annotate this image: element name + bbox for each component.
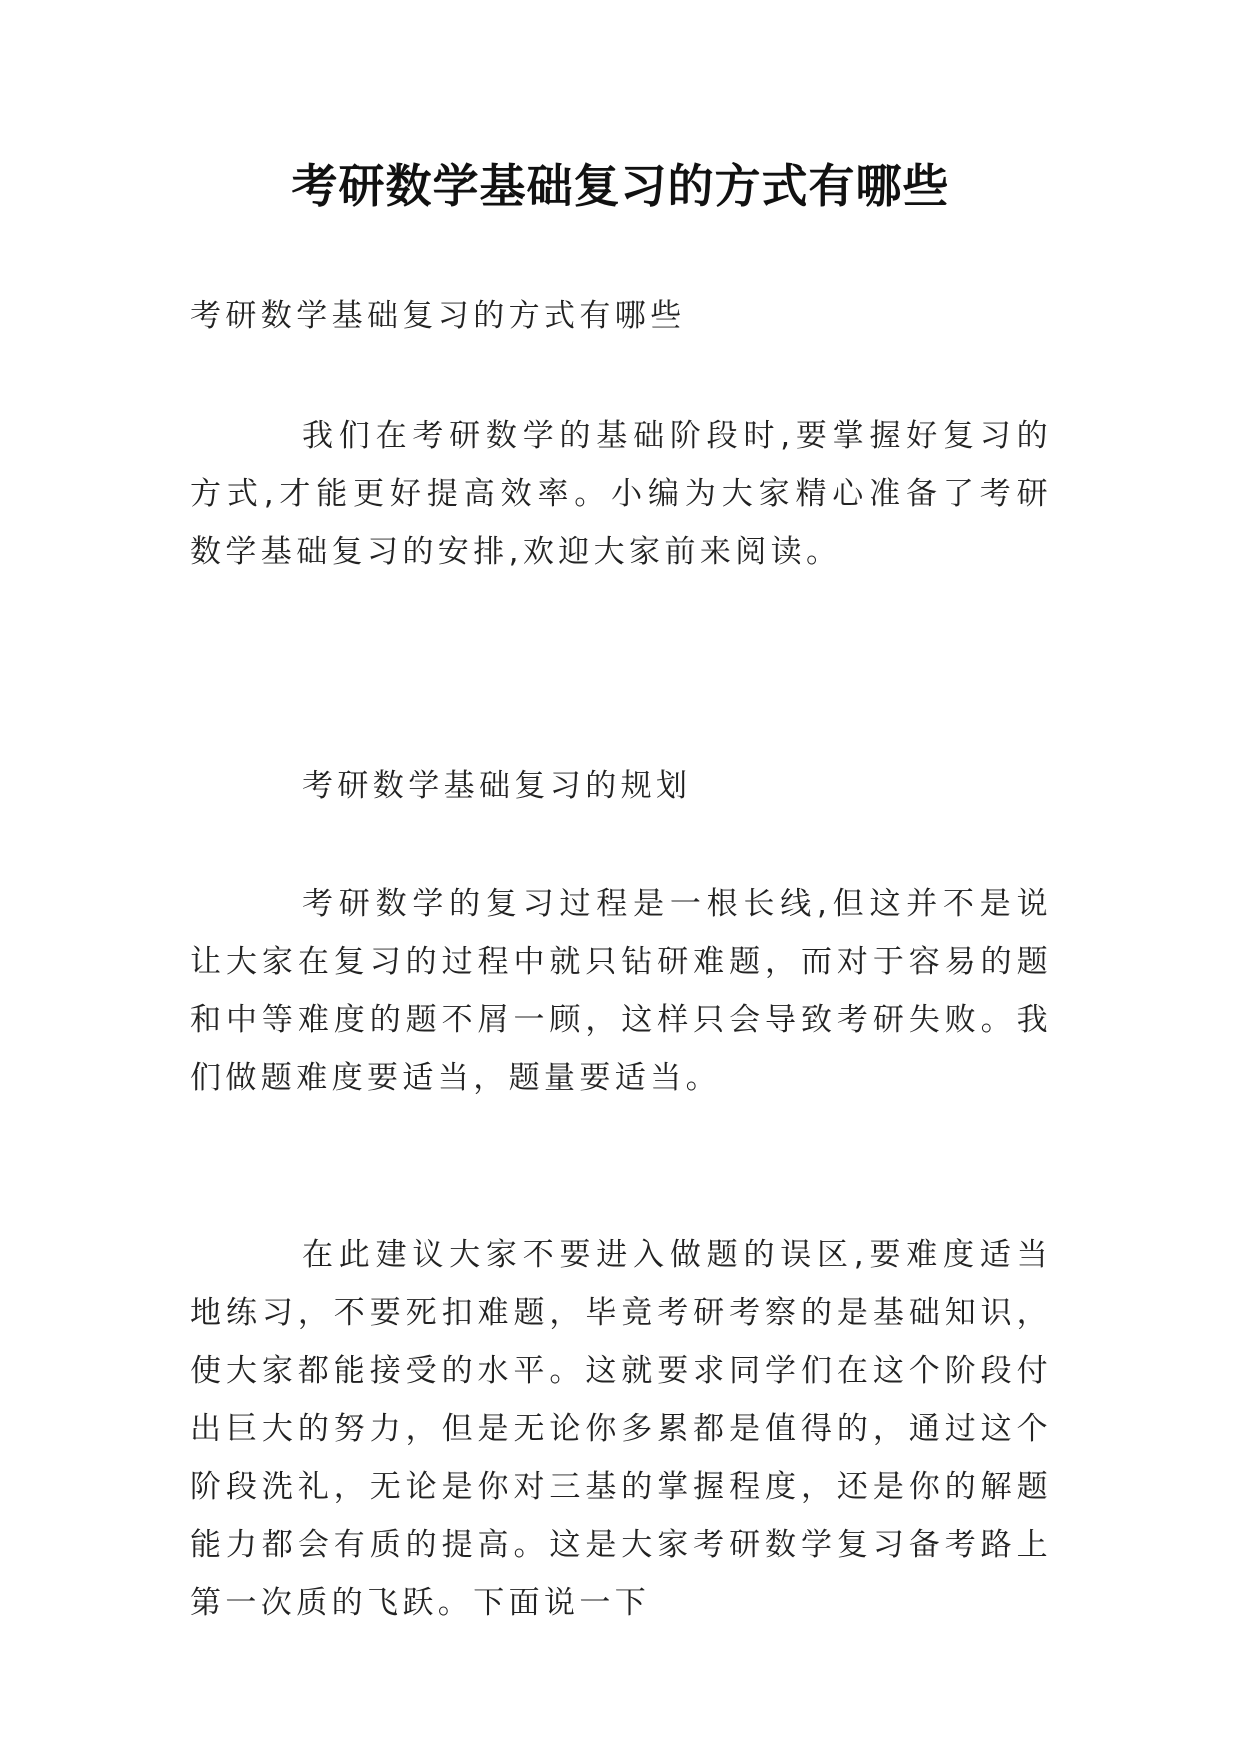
document-title: 考研数学基础复习的方式有哪些 [291,159,950,213]
advice-paragraph: 在此建议大家不要进入做题的误区,要难度适当地练习，不要死扣难题，毕竟考研考察的是基础知识，使大家都能接受的水平。这就要求同学们在这个阶段付出巨大的努力，但是无论你多累都是值得的，通过这个阶段洗礼，无论是你对三基的掌握程度，还是你的解题能力都会有质的提高。这是大家考研数学复习备考路上第一次质的飞跃。下面说一下 [190,1237,1052,1621]
document-subtitle: 考研数学基础复习的方式有哪些 [190,298,686,334]
intro-paragraph: 我们在考研数学的基础阶段时,要掌握好复习的方式,才能更好提高效率。小编为大家精心准备了考研数学基础复习的安排,欢迎大家前来阅读。 [190,418,1052,570]
plan-paragraph: 考研数学的复习过程是一根长线,但这并不是说让大家在复习的过程中就只钻研难题，而对于容易的题和中等难度的题不屑一顾，这样只会导致考研失败。我们做题难度要适当，题量要适当。 [190,886,1052,1096]
section-heading: 考研数学基础复习的规划 [302,768,692,804]
